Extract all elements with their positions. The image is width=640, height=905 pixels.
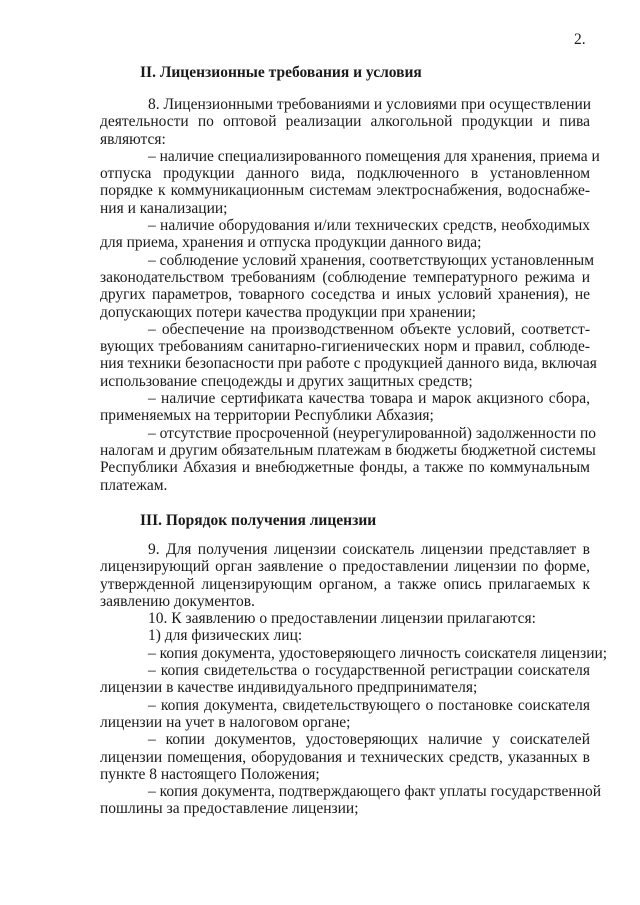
text-line: законодательством требованиям (соблюдение температурного режима и	[100, 268, 590, 286]
paragraph	[100, 251, 595, 321]
section-heading: III. Порядок получения лицензии	[140, 512, 377, 529]
text-line: – копии документов, удостоверяющих наличие у соискателей	[148, 731, 590, 749]
text-line: ния техники безопасности при работе с продукцией данного вида, включая	[100, 355, 597, 373]
paragraph	[100, 662, 590, 697]
text-line: использование спецодежды и других защитных средств;	[100, 372, 473, 390]
text-line: – отсутствие просроченной (неурегулированной) задолженности по	[148, 424, 596, 442]
text-line: 8. Лицензионными требованиями и условиями при осуществлении	[148, 96, 592, 113]
text-line: – обеспечение на производственном объекте условий, соответст-	[148, 320, 590, 338]
text-line: порядке к коммуникационным системам электроснабжения, водоснабже-	[100, 182, 590, 200]
text-line: 9. Для получения лицензии соискатель лицензии представляет в	[148, 541, 590, 558]
text-line: Республики Абхазия и внебюджетные фонды, а также по коммунальным	[100, 459, 590, 477]
text-line: – копия документа, подтверждающего факт уплаты государственной	[148, 783, 602, 801]
section-heading: II. Лицензионные требования и условия	[140, 64, 422, 81]
text-line: – соблюдение условий хранения, соответствующих установленным	[148, 251, 595, 269]
paragraph	[100, 217, 590, 252]
paragraph	[100, 697, 590, 732]
text-line: допускающих потери качества продукции при хранении;	[100, 303, 476, 321]
paragraph	[100, 320, 597, 390]
text-line: 10. К заявлению о предоставлении лицензии прилагаются:	[148, 610, 536, 628]
text-line: пошлины за предоставление лицензии;	[100, 800, 359, 818]
paragraph	[100, 424, 596, 494]
paragraph	[100, 541, 590, 610]
text-line: – копия документа, свидетельствующего о постановке соискателя	[148, 696, 590, 714]
paragraph	[100, 644, 608, 662]
text-line: лицензирующий орган заявление о предоставлении лицензии по форме,	[100, 558, 590, 576]
paragraph	[100, 731, 590, 783]
text-line: – наличие специализированного помещения для хранения, приема и	[148, 147, 600, 165]
paragraph	[100, 390, 590, 425]
section-body	[100, 96, 600, 494]
paragraph	[100, 96, 590, 148]
paragraph	[100, 783, 602, 818]
text-line: лицензии на учет в налоговом органе;	[100, 713, 351, 731]
text-line: применяемых на территории Республики Абхазия;	[100, 407, 434, 425]
text-line: отпуска продукции данного вида, подключенного в установленном	[100, 165, 590, 183]
text-line: заявлению документов.	[100, 592, 255, 610]
text-line: ния и канализации;	[100, 199, 228, 217]
section-body	[100, 541, 608, 818]
text-line: лицензии помещения, оборудования и технических средств, указанных в	[100, 748, 590, 766]
text-line: платежам.	[100, 476, 168, 494]
text-line: являются:	[100, 130, 166, 148]
page-number: 2.	[574, 31, 586, 48]
text-line: утвержденной лицензирующим органом, а также опись прилагаемых к	[100, 575, 590, 593]
text-line: пункте 8 настоящего Положения;	[100, 765, 320, 783]
text-line: для приема, хранения и отпуска продукции данного вида;	[100, 234, 482, 252]
paragraph	[100, 147, 600, 217]
text-line: лицензии в качестве индивидуального предпринимателя;	[100, 679, 478, 697]
text-line: – наличие оборудования и/или технических средств, необходимых	[148, 217, 590, 235]
text-line: – копия документа, удостоверяющего личность соискателя лицензии;	[148, 644, 608, 662]
text-line: налогам и другим обязательным платежам в бюджеты бюджетной системы	[100, 441, 596, 459]
text-line: вующих требованиям санитарно-гигиенических норм и правил, соблюде-	[100, 338, 590, 356]
paragraph	[100, 627, 590, 644]
text-line: – наличие сертификата качества товара и марок акцизного сбора,	[148, 390, 590, 408]
text-line: – копия свидетельства о государственной регистрации соискателя	[148, 662, 590, 680]
text-line: других параметров, товарного соседства и иных условий хранения), не	[100, 286, 590, 304]
paragraph	[100, 610, 590, 627]
text-line: деятельности по оптовой реализации алкогольной продукции и пива	[100, 113, 590, 131]
text-line: 1) для физических лиц:	[148, 627, 303, 645]
